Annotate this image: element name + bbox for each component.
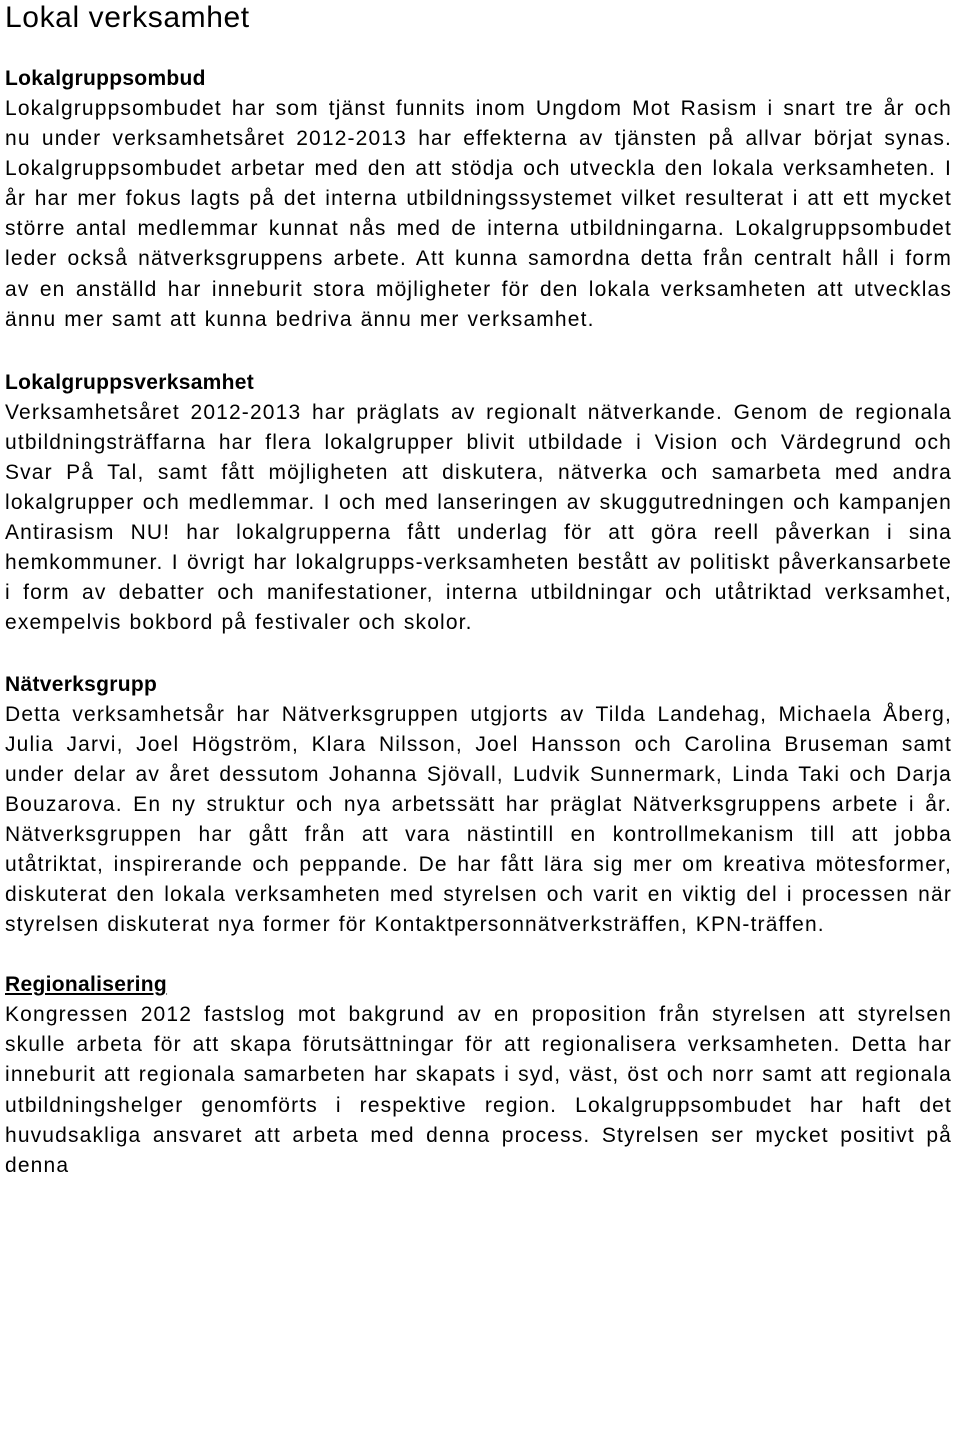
section-body: Detta verksamhetsår har Nätverksgruppen utgjorts av Tilda Landehag, Michaela Åberg, Julia Jarvi, Joel Högström, Klara Nilsson, Joel Hansson och Carolina Bruseman samt under delar av året dessutom Johanna Sjövall, Ludvik Sunnermark, Linda Taki och Darja Bouzarova. En ny struktur och nya arbetssätt har präglat Nätverksgruppens arbete i år. Nätverksgruppen har gått från att vara nästintill en kontrollmekanism till att jobba utåtriktat, inspirerande och peppande. De har fått lära sig mer om kreativa mötesformer, diskuterat den lokala verksamheten med styrelsen och varit en viktig del i processen när styrelsen diskuterat nya former för Kontaktpersonnätverksträffen, KPN-träffen.: [5, 702, 952, 937]
section-body: Lokalgruppsombudet har som tjänst funnits inom Ungdom Mot Rasism i snart tre år och nu under verksamhetsåret 2012-2013 har effekterna av tjänsten på allvar börjat synas. Lokalgruppsombudet arbetar med den att stödja och utveckla den lokala verksamheten. I år har mer fokus lagts på det interna utbildningssystemet vilket resulterat i att ett mycket större antal medlemmar kunnat nås med de interna utbildningarna. Lokalgruppsombudet leder också nätverksgruppens arbete. Att kunna samordna detta från centralt håll i form av en anställd har inneburit stora möjligheter för den lokala verksamheten att utvecklas ännu mer samt att kunna bedriva ännu mer verksamhet.: [5, 97, 952, 331]
section-body: Verksamhetsåret 2012-2013 har präglats av regionalt nätverkande. Genom de regionala utbildningsträffarna har flera lokalgrupper blivit utbildade i Vision och Värdegrund och Svar På Tal, samt fått möjligheten att diskutera, nätverka och samarbeta med andra lokalgrupper och medlemmar. I och med lanseringen av skuggutredningen och kampanjen Antirasism NU! har lokalgrupperna fått underlag för att göra reell påverkan i sina hemkommuner. I övrigt har lokalgrupps-verksamheten bestått av politiskt påverkansarbete i form av debatter och manifestationer, interna utbildningar och utåtriktad verksamhet, exempelvis bokbord på festivaler och skolor.: [5, 400, 952, 635]
section-regionalisering: [5, 970, 952, 1181]
section-body: Kongressen 2012 fastslog mot bakgrund av en proposition från styrelsen att styrelsen skulle arbeta för att skapa förutsättningar för att regionalisera verksamheten. Detta har inneburit att regionala samarbeten har skapats i syd, väst, öst och norr samt att regionala utbildningshelger genomförts i respektive region. Lokalgruppsombudet har haft det huvudsakliga ansvaret att arbeta med denna process. Styrelsen ser mycket positivt på denna: [5, 1003, 952, 1177]
section-heading: Lokalgruppsombud: [5, 67, 206, 90]
page-title: Lokal verksamhet: [5, 1, 250, 34]
section-lokalgruppsombud: [5, 64, 952, 335]
section-heading: Nätverksgrupp: [5, 672, 158, 696]
section-heading: Regionalisering: [5, 973, 168, 997]
section-natverksgrupp: [5, 670, 952, 941]
section-lokalgruppsverksamhet: [5, 368, 952, 639]
document-page: [5, 0, 952, 1181]
section-heading: Lokalgruppsverksamhet: [5, 370, 255, 394]
